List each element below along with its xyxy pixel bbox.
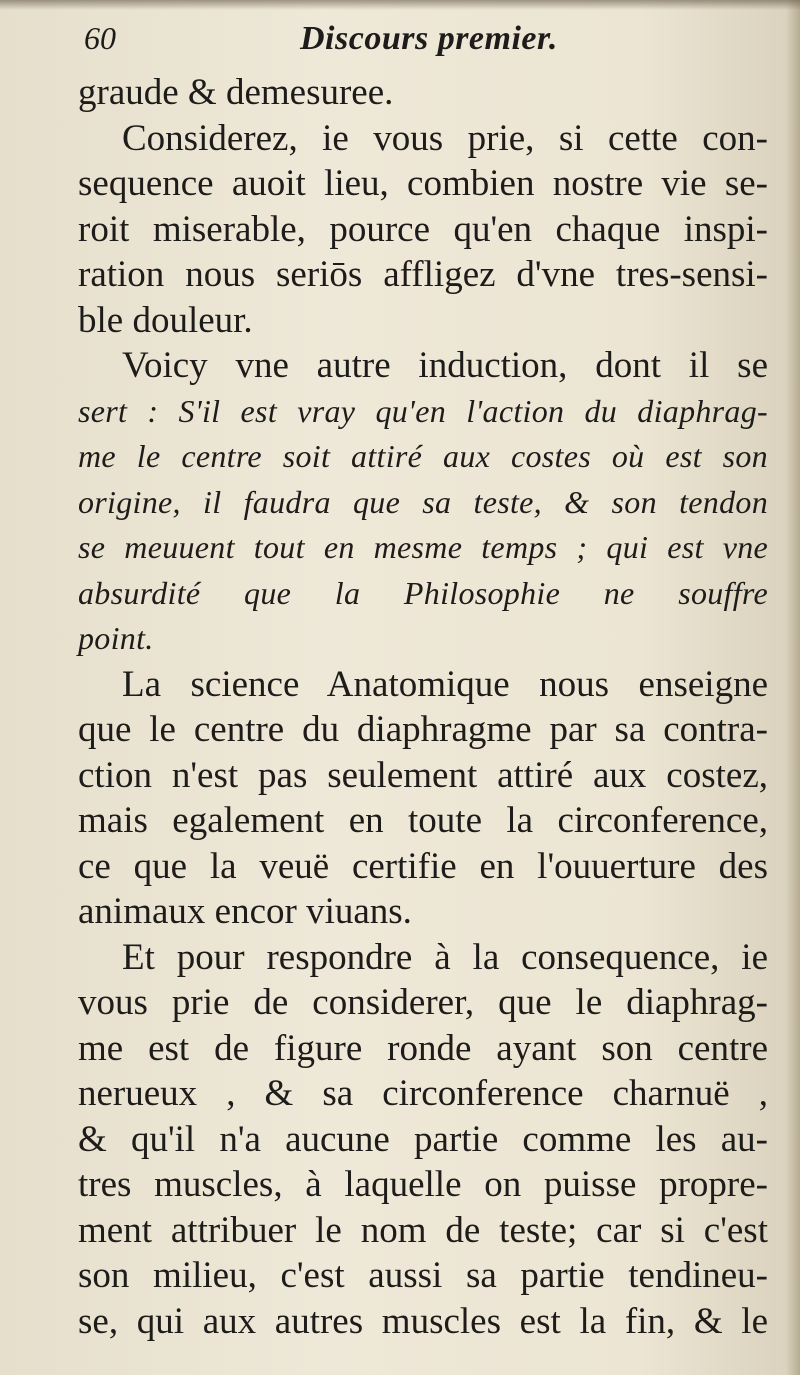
text-line: ble douleur. <box>78 299 253 341</box>
text-line: tres muscles, à laquelle on puisse propre- <box>78 1164 768 1205</box>
text-line: point. <box>78 620 154 656</box>
text-line: que le centre du diaphragme par sa contra- <box>78 709 768 750</box>
text-line: sert : S'il est vray qu'en l'action du diaphrag- <box>78 392 768 429</box>
page-edge-shadow <box>786 0 800 1375</box>
text-line: ction n'est pas seulement attiré aux costez, <box>78 754 768 796</box>
text-line: origine, il faudra que sa teste, & son tendon <box>78 483 768 520</box>
text-line: nerueux , & sa circonference charnuë , <box>78 1073 768 1114</box>
text-line: vous prie de considerer, que le diaphrag- <box>78 982 768 1023</box>
running-title: Discours premier. <box>300 20 558 57</box>
text-line: Voicy vne autre induction, dont il se <box>122 345 768 386</box>
text-line: mais egalement en toute la circonference, <box>78 800 768 841</box>
text-line: & qu'il n'a aucune partie comme les au- <box>78 1118 768 1160</box>
page-top-shadow <box>0 0 800 10</box>
text-line: son milieu, c'est aussi sa partie tendineu- <box>78 1255 768 1296</box>
running-head <box>84 20 764 70</box>
page-number: 60 <box>84 20 116 56</box>
text-line: ce que la veuë certifie en l'ouuerture des <box>78 845 768 887</box>
text-line: me est de figure ronde ayant son centre <box>78 1027 768 1069</box>
text-line: La science Anatomique nous enseigne <box>122 663 768 705</box>
text-line: graude & demesuree. <box>78 72 394 113</box>
text-line: sequence auoit lieu, combien nostre vie se- <box>78 163 768 204</box>
text-line: se meuuent tout en mesme temps ; qui est vne <box>78 529 768 565</box>
text-line: roit miserable, pource qu'en chaque inspi- <box>78 208 768 250</box>
text-line: se, qui aux autres muscles est la fin, & le <box>78 1300 768 1342</box>
text-line: ment attribuer le nom de teste; car si c'est <box>78 1209 768 1251</box>
text-line: Considerez, ie vous prie, si cette con- <box>122 117 768 159</box>
text-line: absurdité que la Philosophie ne souffre <box>78 574 768 611</box>
text-line: ration nous seriōs affligez d'vne tres-sensi- <box>78 254 768 295</box>
text-line: me le centre soit attiré aux costes où est son <box>78 438 768 474</box>
body-text <box>78 70 768 1344</box>
text-line: animaux encor viuans. <box>78 891 412 932</box>
text-line: Et pour respondre à la consequence, ie <box>122 936 768 978</box>
